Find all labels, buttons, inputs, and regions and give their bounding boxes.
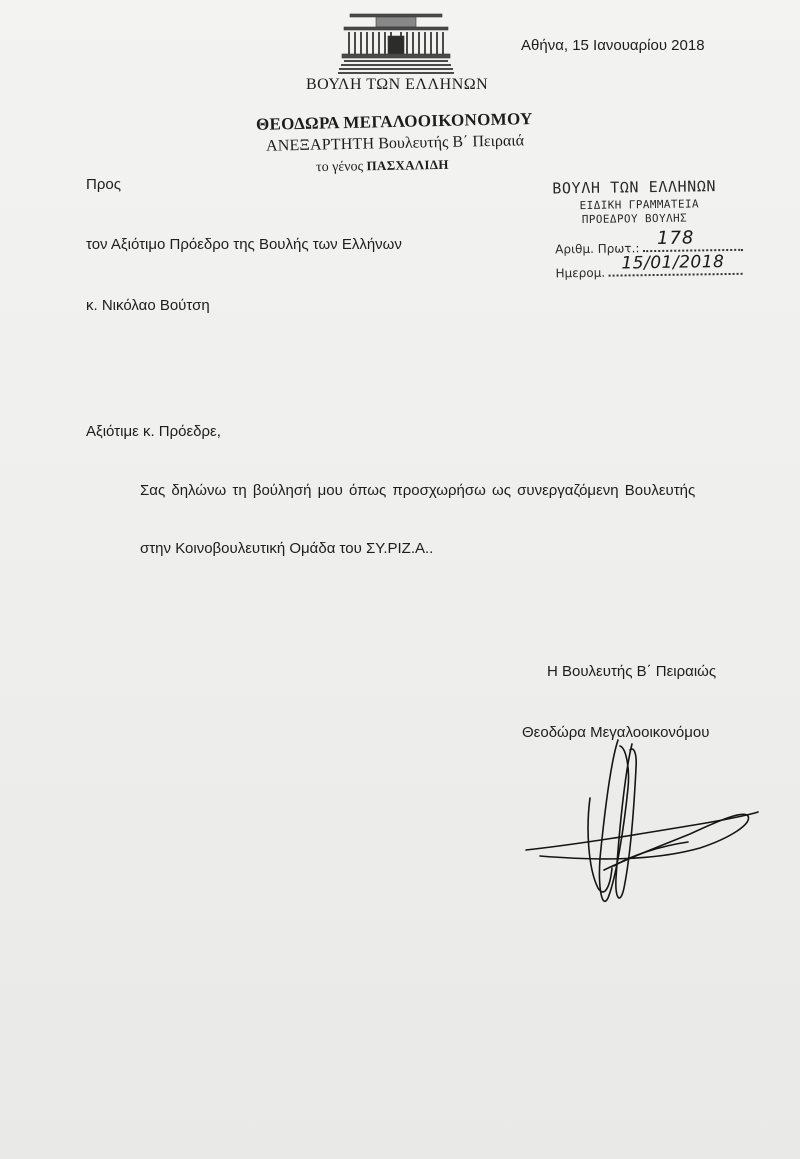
body-line-1: Σας δηλώνω τη βούλησή μου όπως προσχωρήσω ως συνεργαζόμενη Βουλευτής [140, 482, 696, 499]
closing-line: Η Βουλευτής Β΄ Πειραιώς [547, 663, 717, 680]
emblem-caption: ΒΟΥΛΗ ΤΩΝ ΕΛΛΗΝΩΝ [306, 76, 489, 93]
stamp-date-value: 15/01/2018 [621, 252, 725, 274]
parliament-building-icon [338, 12, 454, 80]
sender-role-rest: Βουλευτής Β΄ Πειραιά [374, 132, 525, 153]
body-line-2: στην Κοινοβουλευτική Ομάδα του ΣΥ.ΡΙΖ.Α.. [140, 540, 434, 557]
stamp-line-3: ΠΡΟΕΔΡΟΥ ΒΟΥΛΗΣ [581, 211, 688, 227]
registration-stamp [548, 177, 765, 292]
maiden-surname: ΠΑΣΧΑΛΙΔΗ [366, 156, 449, 174]
sender-role [266, 132, 524, 155]
recipient-name: κ. Νικόλαο Βούτση [86, 297, 210, 314]
stamp-line-1: ΒΟΥΛΗ ΤΩΝ ΕΛΛΗΝΩΝ [552, 177, 717, 198]
sender-name: ΘΕΟΔΩΡΑ ΜΕΓΑΛΟΟΙΚΟΝΟΜΟΥ [255, 109, 533, 134]
protocol-label: Αριθμ. Πρωτ.: [555, 241, 640, 257]
date-label: Ημερομ. [555, 265, 606, 281]
protocol-number: 178 [656, 227, 695, 249]
to-label: Προς [86, 176, 121, 193]
salutation: Αξιότιμε κ. Πρόεδρε, [86, 423, 221, 440]
sender-maiden-name [316, 157, 449, 176]
handwritten-signature [520, 738, 780, 918]
stamp-line-2: ΕΙΔΙΚΗ ΓΡΑΜΜΑΤΕΙΑ [579, 197, 700, 213]
signer-name: Θεοδώρα Μεγαλοοικονόμου [522, 724, 710, 741]
date-line: Αθήνα, 15 Ιανουαρίου 2018 [521, 37, 705, 54]
maiden-prefix: το γένος [315, 159, 367, 176]
recipient-title: τον Αξιότιμο Πρόεδρο της Βουλής των Ελλήνων [86, 236, 402, 253]
sender-role-prefix: ΑΝΕΞΑΡΤΗΤΗ [265, 135, 375, 155]
